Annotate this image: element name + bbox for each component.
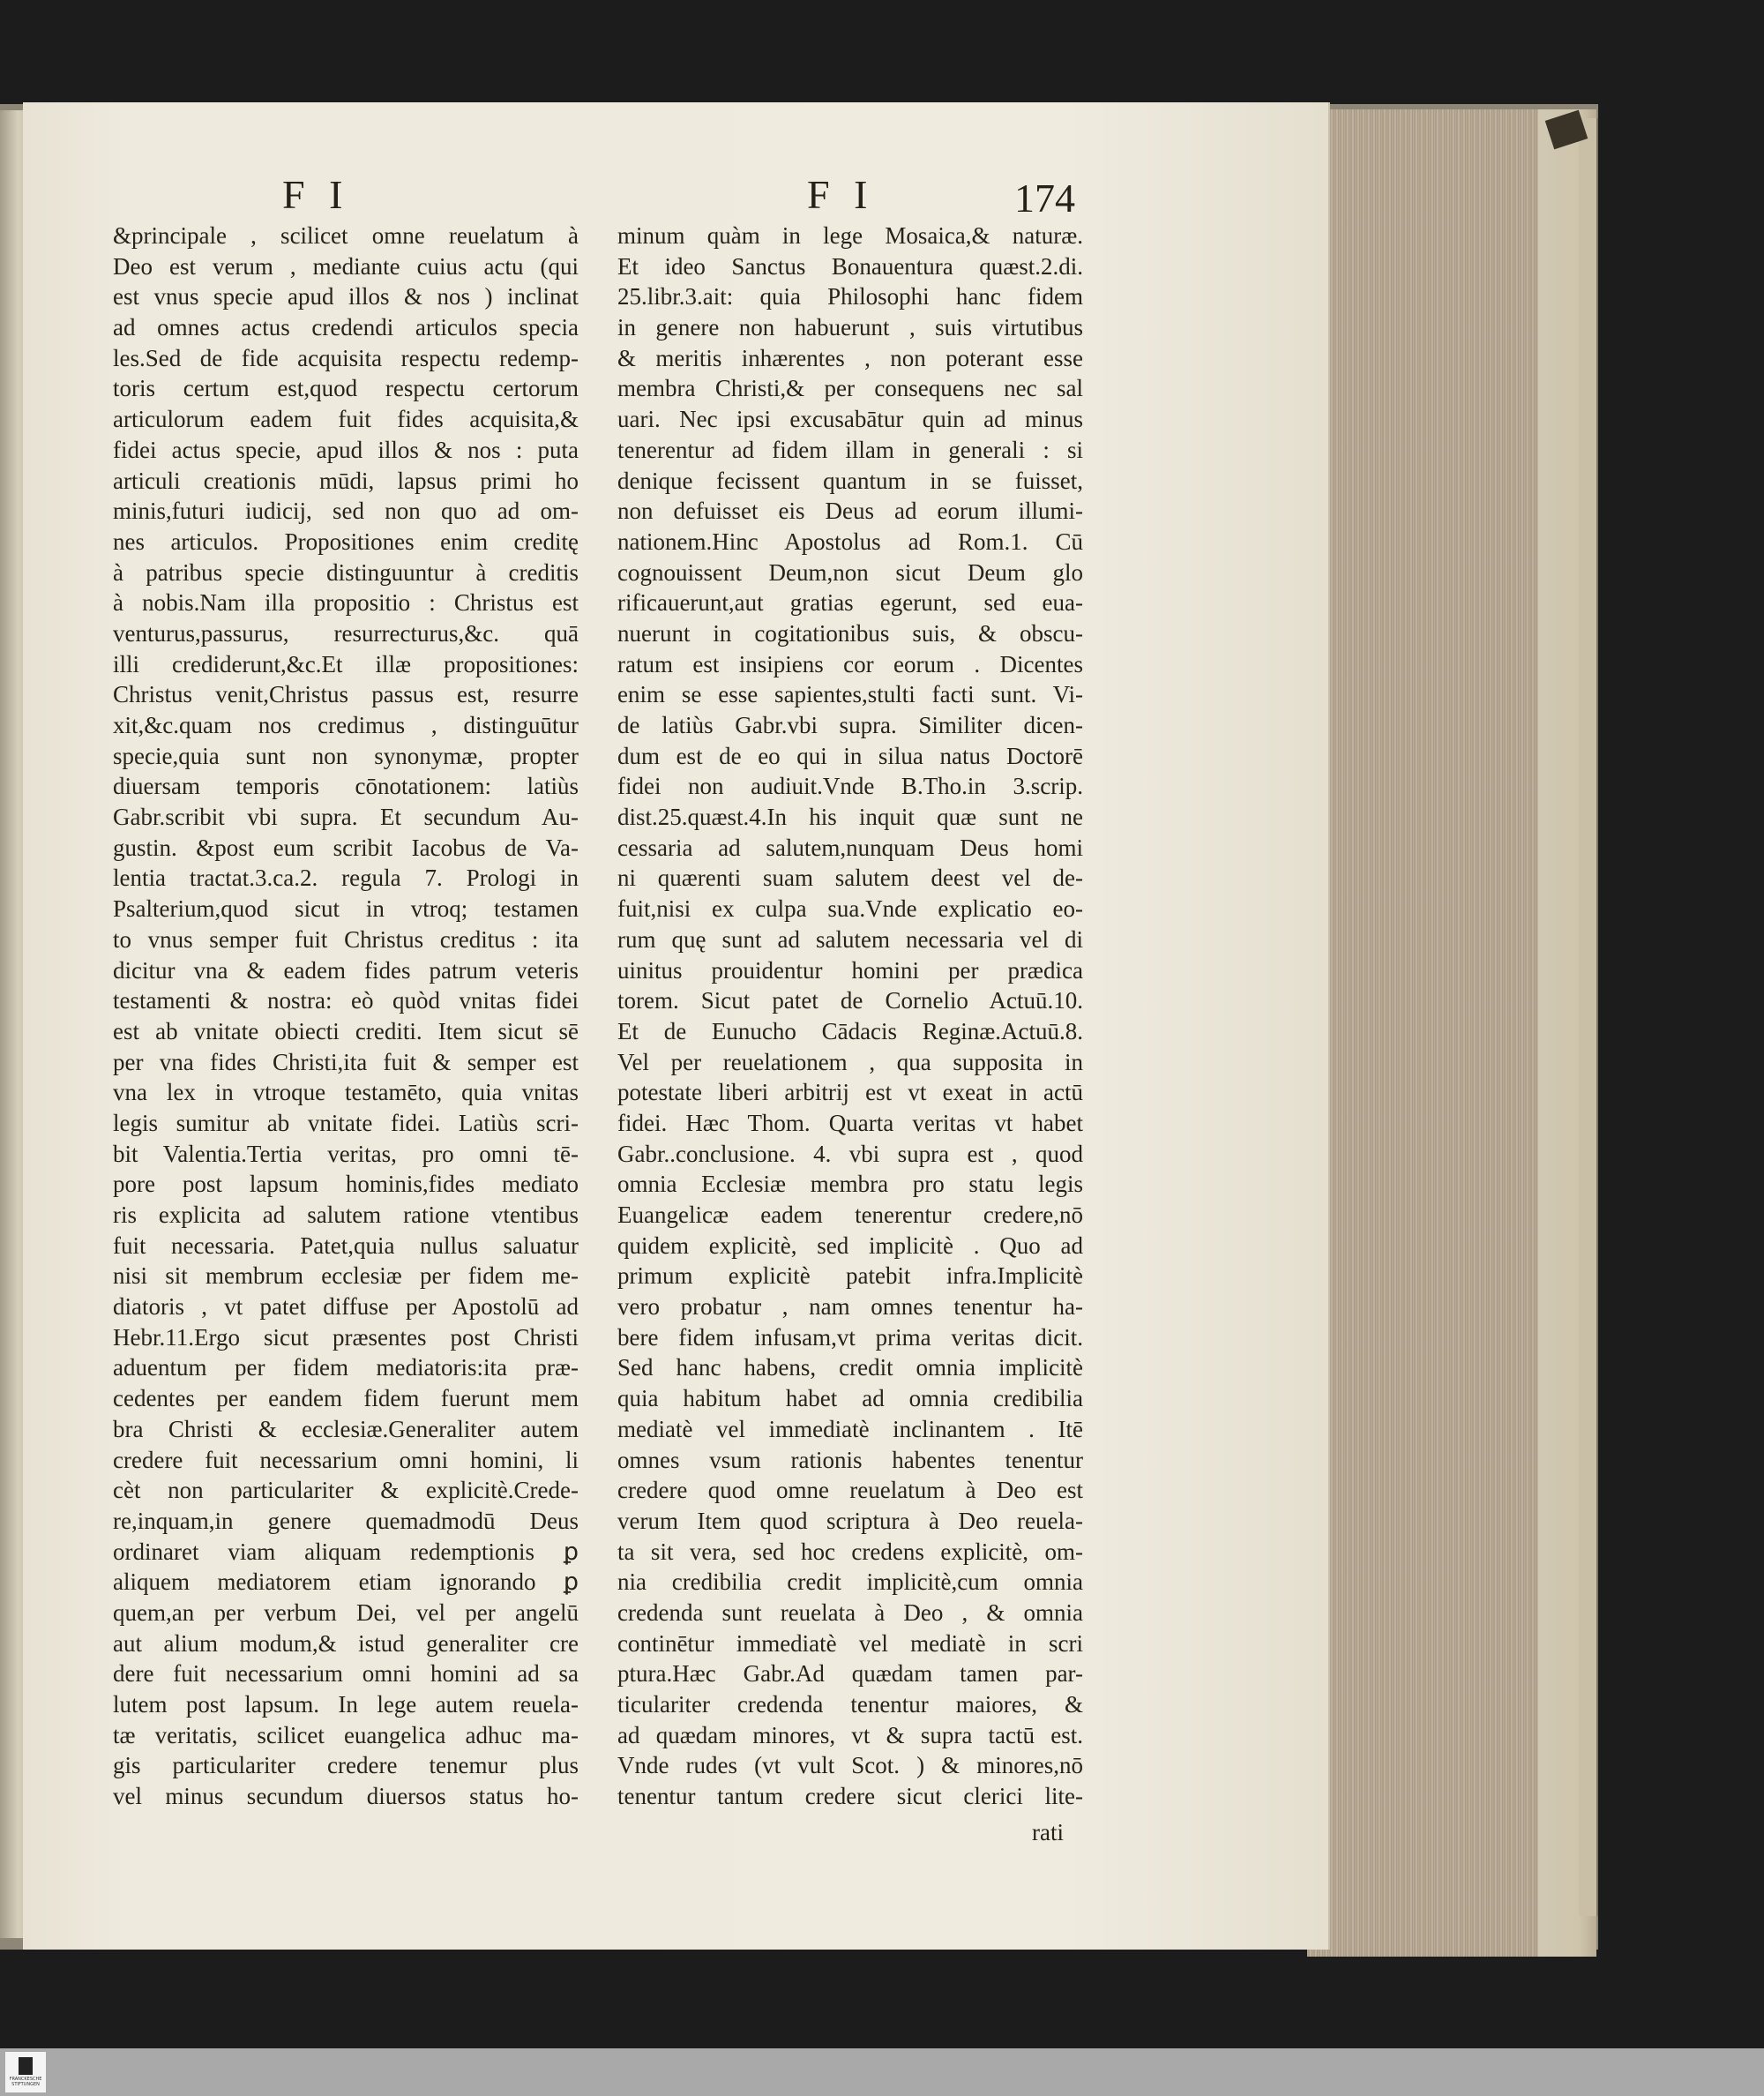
- text-line: vna lex in vtroque testamēto, quia vnitas: [113, 1079, 579, 1106]
- text-line: nia credibilia credit implicitè,cum omnia: [617, 1568, 1083, 1596]
- text-line: uari. Nec ipsi excusabātur quin ad minus: [617, 406, 1083, 433]
- text-line: ris explicita ad salutem ratione vtentibus: [113, 1201, 579, 1228]
- text-line: rum quę sunt ad salutem necessaria vel di: [617, 925, 1083, 953]
- text-line: &principale , scilicet omne reuelatum à: [113, 222, 579, 249]
- text-line: Christus venit,Christus passus est, resurre: [113, 681, 579, 708]
- text-line: non defuisset eis Deus ad eorum illumi-: [617, 498, 1083, 525]
- text-line: fidei actus specie, apud illos & nos : puta: [113, 436, 579, 463]
- text-line: cèt non particulariter & explicitè.Crede-: [113, 1477, 579, 1504]
- text-line: diuersam temporis cōnotationem: latiùs: [113, 773, 579, 800]
- text-line: Et ideo Sanctus Bonauentura quæst.2.di.: [617, 252, 1083, 280]
- text-line: articuli creationis mūdi, lapsus primi ho: [113, 467, 579, 494]
- text-line: specie,quia sunt non synonymæ, propter: [113, 742, 579, 769]
- text-line: quidem explicitè, sed implicitè . Quo ad: [617, 1231, 1083, 1259]
- text-line: Psalterium,quod sicut in vtroq; testamen: [113, 895, 579, 923]
- text-line: Sed hanc habens, credit omnia implicitè: [617, 1354, 1083, 1381]
- text-line: fuit,nisi ex culpa sua.Vnde explicatio eo-: [617, 895, 1083, 923]
- text-line: uinitus prouidentur homini per prædica: [617, 956, 1083, 984]
- text-line: nisi sit membrum ecclesiæ per fidem me-: [113, 1262, 579, 1290]
- text-line: vel minus secundum diuersos status ho-: [113, 1783, 579, 1810]
- page-number: 174: [1014, 176, 1075, 221]
- text-line: dist.25.quæst.4.In his inquit quæ sunt ne: [617, 804, 1083, 831]
- catchword: rati: [1032, 1819, 1064, 1845]
- text-line: ticulariter credenda tenentur maiores, &: [617, 1691, 1083, 1718]
- text-line: Euangelicæ eadem tenerentur credere,nō: [617, 1201, 1083, 1228]
- text-line: denique fecissent quantum in se fuisset,: [617, 467, 1083, 494]
- book-fore-edge: [1307, 109, 1596, 1957]
- text-line: illi crediderunt,&c.Et illæ propositiones:: [113, 650, 579, 677]
- text-line: ni quærenti suam salutem deest vel de-: [617, 865, 1083, 892]
- text-line: ordinaret viam aliquam redemptionis ꝑ: [113, 1538, 579, 1565]
- text-line: nes articulos. Propositiones enim creditę: [113, 528, 579, 555]
- text-line: diatoris , vt patet diffuse per Apostolū ad: [113, 1293, 579, 1321]
- text-line: dicitur vna & eadem fides patrum veteris: [113, 956, 579, 984]
- text-line: tenentur tantum credere sicut clerici lite-: [617, 1783, 1083, 1810]
- running-head-left: F I: [282, 172, 350, 217]
- text-line: à patribus specie distinguuntur à creditis: [113, 558, 579, 586]
- text-line: rificauerunt,aut gratias egerunt, sed eua-: [617, 589, 1083, 617]
- text-line: to vnus semper fuit Christus creditus : ita: [113, 925, 579, 953]
- text-line: continētur immediatè vel mediatè in scri: [617, 1629, 1083, 1657]
- viewer-footer-bar: [0, 2048, 1764, 2096]
- text-line: minis,futuri iudicij, sed non quo ad om-: [113, 498, 579, 525]
- text-line: pore post lapsum hominis,fides mediato: [113, 1171, 579, 1198]
- text-line: Gabr..conclusione. 4. vbi supra est , quod: [617, 1140, 1083, 1167]
- text-line: les.Sed de fide acquisita respectu redemp-: [113, 344, 579, 371]
- text-line: omnia Ecclesiæ membra pro statu legis: [617, 1171, 1083, 1198]
- text-line: vero probatur , nam omnes tenentur ha-: [617, 1293, 1083, 1321]
- book-cover-edge: [1579, 118, 1598, 1916]
- text-line: dere fuit necessarium omni homini ad sa: [113, 1660, 579, 1688]
- text-line: aduentum per fidem mediatoris:ita præ-: [113, 1354, 579, 1381]
- text-line: enim se esse sapientes,stulti facti sunt. Vi-: [617, 681, 1083, 708]
- text-line: est ab vnitate obiecti crediti. Item sicut sē: [113, 1017, 579, 1044]
- text-line: lentia tractat.3.ca.2. regula 7. Prologi in: [113, 865, 579, 892]
- text-line: Hebr.11.Ergo sicut præsentes post Christi: [113, 1323, 579, 1351]
- text-line: Gabr.scribit vbi supra. Et secundum Au-: [113, 804, 579, 831]
- text-line: toris certum est,quod respectu certorum: [113, 375, 579, 402]
- text-line: tæ veritatis, scilicet euangelica adhuc ma-: [113, 1721, 579, 1748]
- logo-text: FRANCKESCHE STIFTUNGEN: [9, 2077, 42, 2087]
- text-line: lutem post lapsum. In lege autem reuela-: [113, 1691, 579, 1718]
- text-line: venturus,passurus, resurrecturus,&c. quā: [113, 619, 579, 647]
- text-line: ta sit vera, sed hoc credens explicitè, om-: [617, 1538, 1083, 1565]
- text-line: gis particulariter credere tenemur plus: [113, 1752, 579, 1779]
- library-logo: [5, 2052, 46, 2092]
- text-line: est vnus specie apud illos & nos ) inclinat: [113, 283, 579, 311]
- text-line: credere quod omne reuelatum à Deo est: [617, 1477, 1083, 1504]
- text-line: primum explicitè patebit infra.Implicitè: [617, 1262, 1083, 1290]
- text-line: xit,&c.quam nos credimus , distinguūtur: [113, 712, 579, 738]
- text-line: mediatè vel immediatè inclinantem . Itē: [617, 1415, 1083, 1442]
- text-line: bere fidem infusam,vt prima veritas dicit.: [617, 1323, 1083, 1351]
- text-line: tenerentur ad fidem illam in generali : si: [617, 436, 1083, 463]
- text-line: torem. Sicut patet de Cornelio Actuū.10.: [617, 987, 1083, 1014]
- left-text-column: [113, 221, 579, 1853]
- text-line: ratum est insipiens cor eorum . Dicentes: [617, 650, 1083, 677]
- text-line: in genere non habuerunt , suis virtutibus: [617, 314, 1083, 341]
- text-line: 25.libr.3.ait: quia Philosophi hanc fidem: [617, 283, 1083, 311]
- text-line: credere fuit necessarium omni homini, li: [113, 1446, 579, 1473]
- text-line: ptura.Hæc Gabr.Ad quædam tamen par-: [617, 1660, 1083, 1688]
- text-line: verum Item quod scriptura à Deo reuela-: [617, 1507, 1083, 1534]
- text-line: membra Christi,& per consequens nec sal: [617, 375, 1083, 402]
- text-line: cessaria ad salutem,nunquam Deus homi: [617, 834, 1083, 861]
- text-line: fidei non audiuit.Vnde B.Tho.in 3.scrip.: [617, 773, 1083, 800]
- text-line: Et de Eunucho Cādacis Reginæ.Actuū.8.: [617, 1017, 1083, 1044]
- text-line: nationem.Hinc Apostolus ad Rom.1. Cū: [617, 528, 1083, 555]
- text-line: bra Christi & ecclesiæ.Generaliter autem: [113, 1415, 579, 1442]
- text-line: fidei. Hæc Thom. Quarta veritas vt habet: [617, 1109, 1083, 1136]
- text-line: quem,an per verbum Dei, vel per angelū: [113, 1598, 579, 1626]
- text-line: legis sumitur ab vnitate fidei. Latiùs scri-: [113, 1109, 579, 1136]
- text-line: fuit necessaria. Patet,quia nullus saluatur: [113, 1231, 579, 1259]
- text-line: testamenti & nostra: eò quòd vnitas fidei: [113, 987, 579, 1014]
- text-line: credenda sunt reuelata à Deo , & omnia: [617, 1598, 1083, 1626]
- text-line: per vna fides Christi,ita fuit & semper est: [113, 1048, 579, 1075]
- text-line: de latiùs Gabr.vbi supra. Similiter dicen-: [617, 712, 1083, 738]
- text-line: ad quædam minores, vt & supra tactū est.: [617, 1721, 1083, 1748]
- logo-mark-icon: [19, 2057, 33, 2075]
- text-line: bit Valentia.Tertia veritas, pro omni tē-: [113, 1140, 579, 1167]
- text-line: dum est de eo qui in silua natus Doctorē: [617, 742, 1083, 769]
- text-line: & meritis inhærentes , non poterant esse: [617, 344, 1083, 371]
- text-line: aliquem mediatorem etiam ignorando ꝑ: [113, 1568, 579, 1596]
- running-head-right: F I: [807, 172, 875, 217]
- text-line: Vel per reuelationem , qua supposita in: [617, 1048, 1083, 1075]
- text-line: articulorum eadem fuit fides acquisita,&: [113, 406, 579, 433]
- text-line: cognouissent Deum,non sicut Deum glo: [617, 558, 1083, 586]
- text-line: re,inquam,in genere quemadmodū Deus: [113, 1507, 579, 1534]
- text-line: omnes vsum rationis habentes tenentur: [617, 1446, 1083, 1473]
- text-line: Deo est verum , mediante cuius actu (qui: [113, 252, 579, 280]
- text-line: potestate liberi arbitrij est vt exeat in actū: [617, 1079, 1083, 1106]
- text-line: nuerunt in cogitationibus suis, & obscu-: [617, 619, 1083, 647]
- text-line: quia habitum habet ad omnia credibilia: [617, 1385, 1083, 1412]
- text-line: ad omnes actus credendi articulos specia: [113, 314, 579, 341]
- text-line: cedentes per eandem fidem fuerunt mem: [113, 1385, 579, 1412]
- right-text-column: [617, 221, 1083, 1853]
- text-line: à nobis.Nam illa propositio : Christus est: [113, 589, 579, 617]
- text-line: Vnde rudes (vt vult Scot. ) & minores,nō: [617, 1752, 1083, 1779]
- text-line: gustin. &post eum scribit Iacobus de Va-: [113, 834, 579, 861]
- text-line: minum quàm in lege Mosaica,& naturæ.: [617, 222, 1083, 249]
- text-line: aut alium modum,& istud generaliter cre: [113, 1629, 579, 1657]
